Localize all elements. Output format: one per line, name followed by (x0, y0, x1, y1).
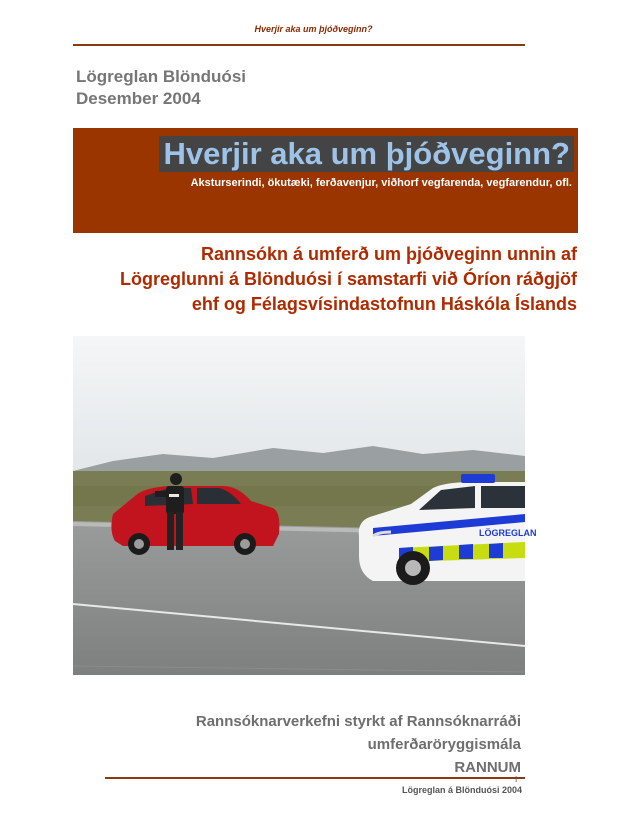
running-header: Hverjir aka um þjóðveginn? (254, 24, 373, 34)
footer-text: Lögreglan á Blönduósi 2004 (401, 785, 522, 795)
organization-block (76, 66, 246, 110)
police-car-lettering: LÖGREGLAN (479, 528, 537, 538)
report-subtitle: Aksturserindi, ökutæki, ferðavenjur, viðhorf vegfarenda, vegfarendur, ofl. (190, 177, 572, 189)
funding-block (196, 710, 521, 779)
cover-photo (73, 336, 537, 675)
funding-line: RANNUM (454, 759, 521, 776)
organization-name: Lögreglan Blönduósi (76, 67, 246, 86)
intro-text (57, 242, 577, 317)
funding-line: Rannsóknarverkefni styrkt af Rannsóknarráði (195, 713, 521, 730)
intro-line: Lögreglunni á Blönduósi í samstarfi við Óríon ráðgjöf (119, 269, 577, 289)
intro-line: ehf og Félagsvísindastofnun Háskóla Íslands (191, 294, 577, 314)
funding-line: umferðaröryggismála (367, 736, 521, 753)
report-title: Hverjir aka um þjóðveginn? (159, 136, 574, 172)
header-rule (73, 44, 525, 46)
intro-line: Rannsókn á umferð um þjóðveginn unnin af (200, 244, 577, 264)
report-date: Desember 2004 (76, 89, 201, 108)
page-number: I (515, 775, 518, 784)
title-banner (73, 128, 578, 233)
footer-rule (105, 777, 525, 779)
